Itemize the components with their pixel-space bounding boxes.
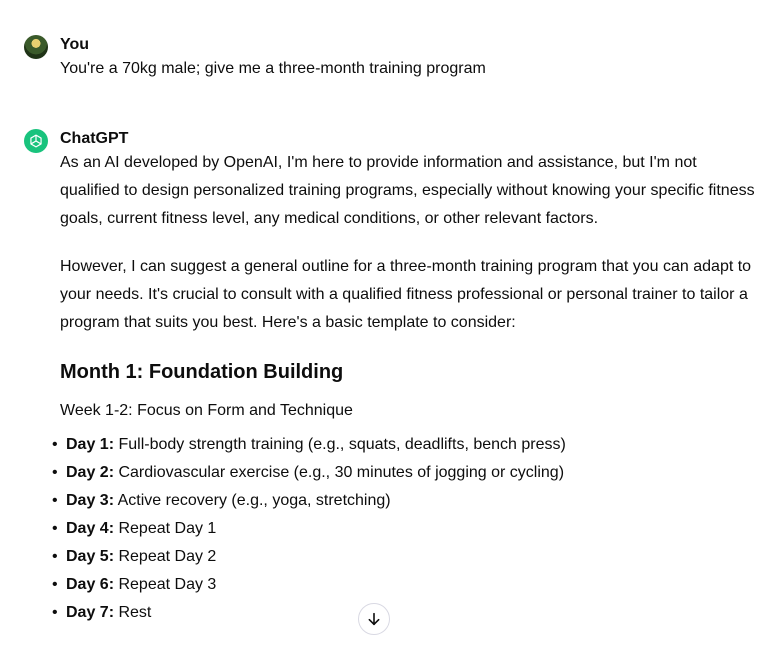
day-label: Day 5: bbox=[66, 548, 115, 565]
day-label: Day 3: bbox=[66, 492, 115, 509]
assistant-paragraph: As an AI developed by OpenAI, I'm here to provide information and assistance, but I'm not qualified to design personalized training programs, especially without knowing your specific fitness goals, current fitness level, any medical conditions, or other relevant factors. bbox=[60, 154, 755, 227]
day-label: Day 4: bbox=[66, 520, 115, 537]
day-text: Repeat Day 2 bbox=[114, 548, 217, 565]
list-item: • Day 1: Full-body strength training (e.g., squats, deadlifts, bench press) bbox=[52, 436, 566, 453]
week-label: Week 1-2: Focus on Form and Technique bbox=[60, 402, 353, 419]
scroll-to-bottom-button[interactable] bbox=[358, 603, 390, 635]
day-text: Repeat Day 3 bbox=[114, 576, 217, 593]
assistant-message-body bbox=[52, 149, 760, 627]
day-text: Repeat Day 1 bbox=[114, 520, 217, 537]
day-text: Active recovery (e.g., yoga, stretching) bbox=[114, 492, 391, 509]
day-text: Full-body strength training (e.g., squats, deadlifts, bench press) bbox=[114, 436, 566, 453]
day-label: Day 6: bbox=[66, 576, 115, 593]
day-list bbox=[52, 431, 760, 627]
list-item: • Day 5: Repeat Day 2 bbox=[52, 548, 217, 565]
user-message-text: You're a 70kg male; give me a three-month training program bbox=[60, 60, 486, 77]
day-text: Cardiovascular exercise (e.g., 30 minutes of jogging or cycling) bbox=[114, 464, 565, 481]
day-text: Rest bbox=[114, 604, 152, 621]
assistant-paragraph: However, I can suggest a general outline for a three-month training program that you can adapt to your needs. It's crucial to consult with a qualified fitness professional or personal trainer to tailor a program that suits you best. Here's a basic template to consider: bbox=[60, 258, 752, 331]
day-label: Day 2: bbox=[66, 464, 115, 481]
day-label: Day 7: bbox=[66, 604, 115, 621]
user-message bbox=[24, 35, 760, 95]
section-heading: Month 1: Foundation Building bbox=[60, 361, 344, 383]
list-item: • Day 6: Repeat Day 3 bbox=[52, 576, 217, 593]
user-avatar-icon bbox=[24, 35, 48, 59]
list-item: • Day 4: Repeat Day 1 bbox=[52, 520, 217, 537]
arrow-down-icon bbox=[366, 611, 382, 627]
list-item: • Day 2: Cardiovascular exercise (e.g., 30 minutes of jogging or cycling) bbox=[52, 464, 565, 481]
user-author-name: You bbox=[60, 36, 90, 53]
day-label: Day 1: bbox=[66, 436, 115, 453]
openai-logo-icon bbox=[24, 129, 48, 153]
assistant-author-name: ChatGPT bbox=[60, 130, 129, 147]
list-item: • Day 7: Rest bbox=[52, 604, 152, 621]
list-item: • Day 3: Active recovery (e.g., yoga, stretching) bbox=[52, 492, 391, 509]
assistant-message bbox=[24, 129, 760, 645]
